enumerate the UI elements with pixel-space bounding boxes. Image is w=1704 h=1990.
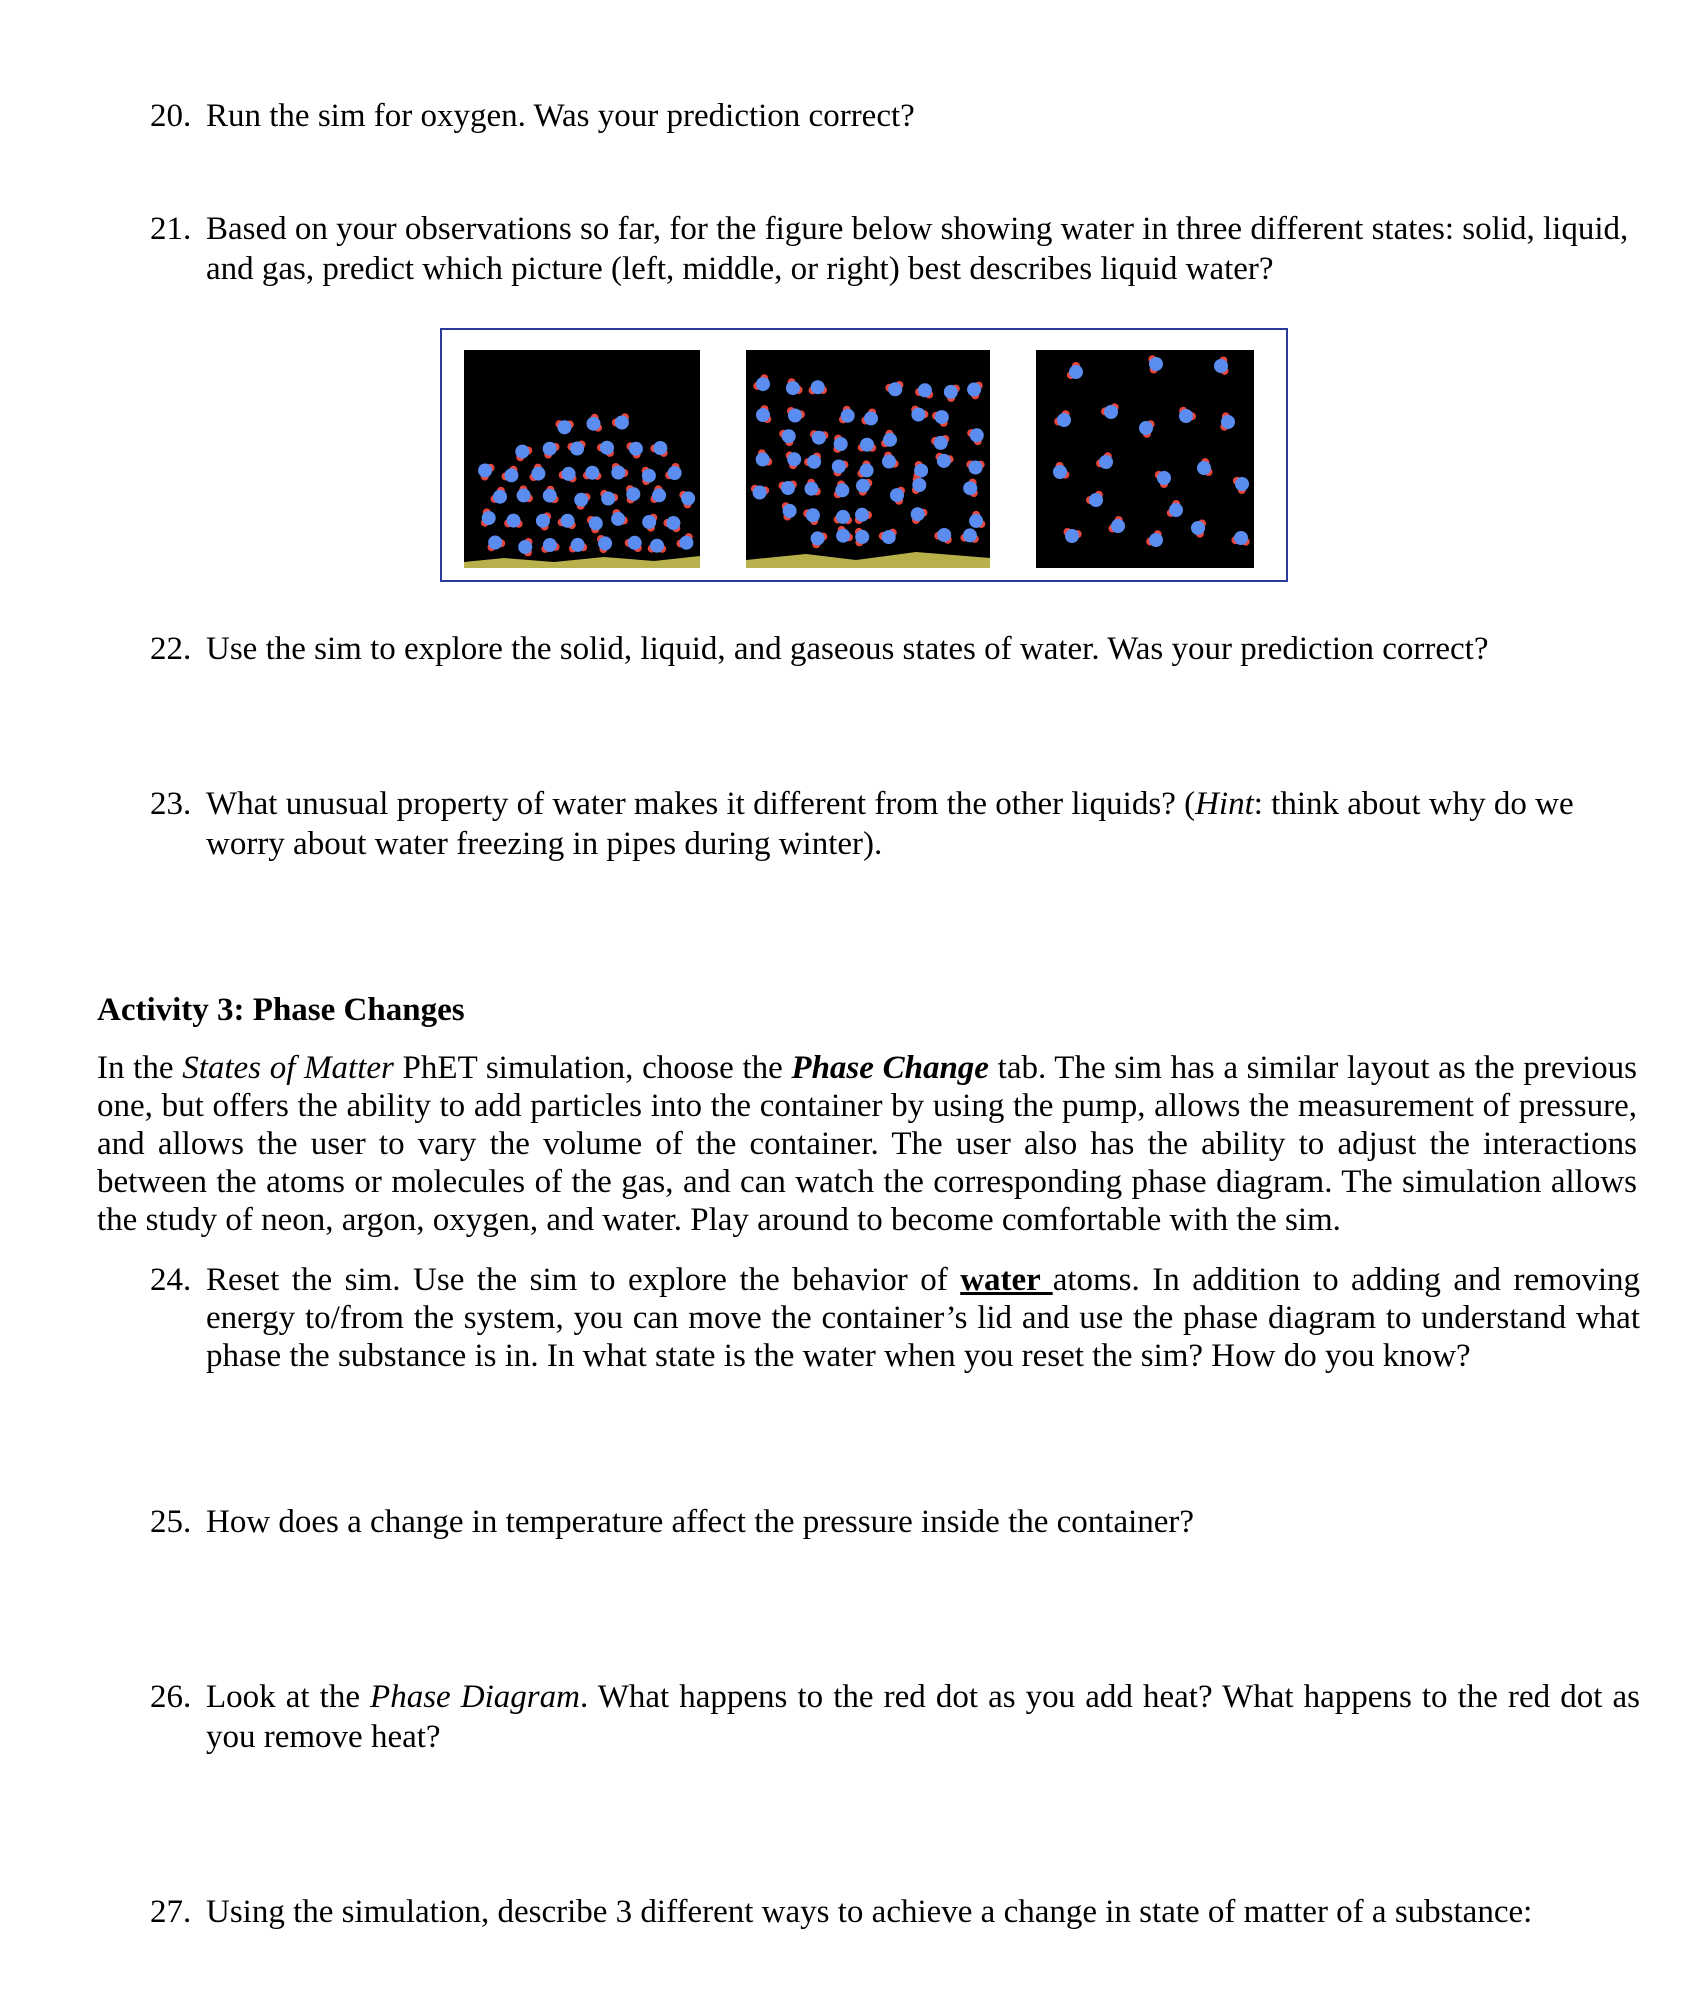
water-molecule: [861, 409, 878, 426]
activity-heading: Activity 3: Phase Changes: [97, 992, 465, 1028]
water-molecule: [858, 460, 874, 477]
water-molecule: [856, 479, 872, 496]
water-molecule: [836, 526, 853, 543]
water-molecule: [1054, 410, 1071, 427]
water-molecule: [967, 428, 984, 445]
water-molecule: [858, 438, 876, 452]
water-molecule: [1231, 531, 1249, 546]
water-molecule: [779, 429, 796, 446]
question-text-part: Look at the: [206, 1679, 371, 1715]
water-molecule: [1064, 528, 1082, 543]
water-molecule: [517, 485, 533, 502]
intro-text-part: In the: [97, 1050, 183, 1086]
water-molecule: [558, 514, 576, 529]
question-text: Using the simulation, describe 3 different ways to achieve a change in state of matter of a substance:: [206, 1894, 1533, 1930]
phase-diagram-label: Phase Diagram: [370, 1679, 580, 1715]
water-molecule: [1139, 420, 1155, 438]
water-molecule: [779, 481, 797, 496]
water-molecule: [1146, 530, 1163, 547]
water-keyword: water: [960, 1262, 1053, 1298]
water-molecule: [679, 491, 695, 509]
water-molecule: [587, 516, 603, 534]
question-text-part: . What happens to the red dot as you add heat? What happens to the red dot as you remove heat?: [206, 1679, 1640, 1755]
water-molecule: [966, 460, 984, 474]
water-molecule: [960, 528, 978, 543]
water-molecule: [969, 511, 985, 528]
gas-water-panel: [1036, 350, 1254, 568]
water-molecule: [612, 413, 629, 429]
water-molecule: [491, 487, 508, 504]
water-molecule: [478, 464, 494, 481]
water-molecule: [536, 512, 551, 530]
question-number: 21.: [150, 211, 192, 247]
water-molecule: [881, 430, 897, 448]
water-molecule: [1167, 500, 1183, 517]
question-text-part: What unusual property of water makes it different from the other liquids? (: [206, 786, 1196, 822]
question-text: [206, 1677, 1640, 1757]
water-molecule: [625, 536, 642, 552]
water-molecule: [879, 529, 897, 545]
water-molecule: [832, 460, 849, 477]
sim-name: States of Matter: [182, 1050, 394, 1086]
water-molecule: [1109, 516, 1126, 533]
water-molecule: [648, 539, 666, 553]
water-molecule: [515, 445, 532, 462]
water-molecule: [600, 490, 618, 506]
water-molecule: [810, 430, 828, 445]
container-floor: [746, 552, 990, 568]
liquid-water-molecules: [746, 350, 990, 568]
water-molecule: [626, 442, 643, 459]
gas-water-molecules: [1036, 350, 1254, 568]
question-text: Run the sim for oxygen. Was your prediction correct?: [206, 98, 915, 134]
water-molecule: [518, 538, 532, 556]
water-molecule: [1214, 357, 1229, 375]
water-molecule: [934, 528, 952, 544]
water-molecule: [1086, 491, 1103, 507]
water-molecule: [839, 406, 855, 424]
question-27: [150, 1892, 1640, 1932]
water-molecule: [650, 441, 667, 457]
tab-name: Phase Change: [791, 1050, 989, 1086]
water-molecule: [936, 453, 954, 468]
water-molecule: [481, 508, 496, 526]
water-molecule: [805, 479, 821, 496]
water-molecule: [963, 479, 978, 497]
water-molecule: [504, 514, 522, 528]
water-molecule: [626, 485, 640, 503]
water-molecule: [915, 383, 933, 398]
solid-water-molecules: [464, 350, 700, 568]
solid-water-panel: [464, 350, 700, 568]
water-molecule: [1053, 462, 1069, 479]
water-molecule: [583, 466, 601, 480]
water-molecule: [1191, 520, 1206, 538]
water-molecule: [569, 538, 587, 553]
question-text: [206, 784, 1640, 864]
water-molecule: [782, 502, 797, 520]
question-text-part: Reset the sim. Use the sim to explore the behavior of: [206, 1262, 961, 1298]
water-molecule: [567, 441, 585, 456]
water-molecule: [1197, 458, 1213, 476]
hint-label: Hint: [1195, 786, 1254, 822]
question-text-part: : think about why do we worry about water freezing in pipes during winter).: [206, 786, 1574, 862]
water-molecule: [834, 510, 852, 524]
question-number: 23.: [150, 786, 192, 822]
water-molecule: [677, 533, 694, 550]
question-20: [150, 96, 1640, 136]
question-22: [150, 629, 1640, 669]
water-molecule: [665, 463, 682, 480]
water-molecule: [1067, 362, 1083, 379]
water-molecule: [587, 414, 603, 432]
water-molecule: [809, 380, 827, 394]
water-molecule: [944, 385, 960, 402]
water-molecule: [882, 452, 899, 469]
activity-intro: [97, 1049, 1637, 1239]
water-molecule: [642, 514, 657, 532]
water-molecule: [786, 378, 803, 395]
water-molecule: [650, 485, 666, 503]
water-molecule: [756, 449, 773, 466]
question-number: 24.: [150, 1262, 192, 1298]
water-molecule: [885, 381, 903, 396]
question-text: [206, 1261, 1640, 1375]
water-molecule: [555, 420, 573, 434]
water-molecule: [932, 410, 949, 427]
question-number: 26.: [150, 1679, 192, 1715]
water-molecule: [753, 374, 770, 391]
water-molecule: [1179, 407, 1196, 423]
water-molecule: [855, 528, 869, 546]
water-molecule: [611, 463, 628, 480]
question-number: 20.: [150, 98, 192, 134]
water-molecule: [911, 507, 928, 524]
water-molecule: [543, 442, 560, 459]
water-molecule: [502, 466, 519, 483]
water-molecule: [663, 516, 680, 532]
water-molecule: [833, 435, 847, 453]
intro-text-part: tab. The sim has a similar layout as the previous one, but offers the ability to add particles into the container by using the pump, allows the measurement of pressure, and allows the user to vary the volume of the container. The user also has the ability to adjust the interactions between the atoms or molecules of the gas, and can watch the corresponding phase diagram. The simulation allows the study of neon, argon, oxygen, and water. Play around to become comfortable with the sim.: [97, 1050, 1637, 1238]
water-molecule: [756, 405, 771, 423]
question-26: [150, 1677, 1640, 1757]
water-molecule: [834, 480, 850, 498]
question-number: 25.: [150, 1504, 192, 1540]
water-molecule: [911, 406, 928, 422]
water-molecule: [1096, 452, 1113, 469]
question-text: Based on your observations so far, for the figure below showing water in three different states: solid, liquid, and gas, predict which picture (left, middle, or right) best describes liquid water?: [206, 211, 1629, 287]
liquid-water-panel: [746, 350, 990, 568]
water-molecule: [811, 531, 828, 548]
question-text: Use the sim to explore the solid, liquid, and gaseous states of water. Was your prediction correct?: [206, 631, 1489, 667]
question-25: [150, 1502, 1640, 1542]
question-21: [150, 209, 1640, 289]
question-text: How does a change in temperature affect the pressure inside the container?: [206, 1504, 1195, 1540]
water-molecule: [574, 493, 590, 510]
water-molecule: [597, 535, 612, 553]
water-molecule: [1101, 403, 1119, 419]
question-text-part: atoms. In addition to adding and removing energy to/from the system, you can move the container’s lid and use the phase diagram to understand what phase the substance is in. In what state is the water when you reset the sim? How do you know?: [206, 1262, 1640, 1374]
question-number: 22.: [150, 631, 192, 667]
water-molecule: [642, 467, 656, 485]
water-molecule: [751, 485, 769, 500]
water-molecule: [1233, 477, 1249, 494]
water-molecule: [530, 464, 546, 482]
water-molecule: [912, 476, 926, 494]
water-molecule: [541, 538, 559, 553]
water-molecule: [967, 382, 983, 400]
container-floor: [464, 556, 700, 568]
water-molecule: [1148, 355, 1163, 373]
intro-text-part: PhET simulation, choose the: [393, 1050, 792, 1086]
water-molecule: [559, 467, 577, 483]
water-molecule: [803, 508, 820, 525]
water-molecule: [786, 451, 802, 469]
water-molecule: [804, 453, 821, 469]
water-molecule: [488, 536, 506, 552]
water-molecule: [931, 435, 949, 450]
water-molecule: [1155, 471, 1171, 488]
water-states-figure: [440, 328, 1288, 582]
water-molecule: [1220, 412, 1235, 430]
water-molecule: [611, 509, 628, 526]
question-number: 27.: [150, 1894, 192, 1930]
water-molecule: [597, 441, 614, 457]
water-molecule: [543, 486, 559, 504]
water-molecule: [855, 508, 872, 524]
water-molecule: [890, 487, 905, 505]
question-24: [150, 1261, 1640, 1375]
water-molecule: [787, 407, 805, 423]
question-23: [150, 784, 1640, 864]
